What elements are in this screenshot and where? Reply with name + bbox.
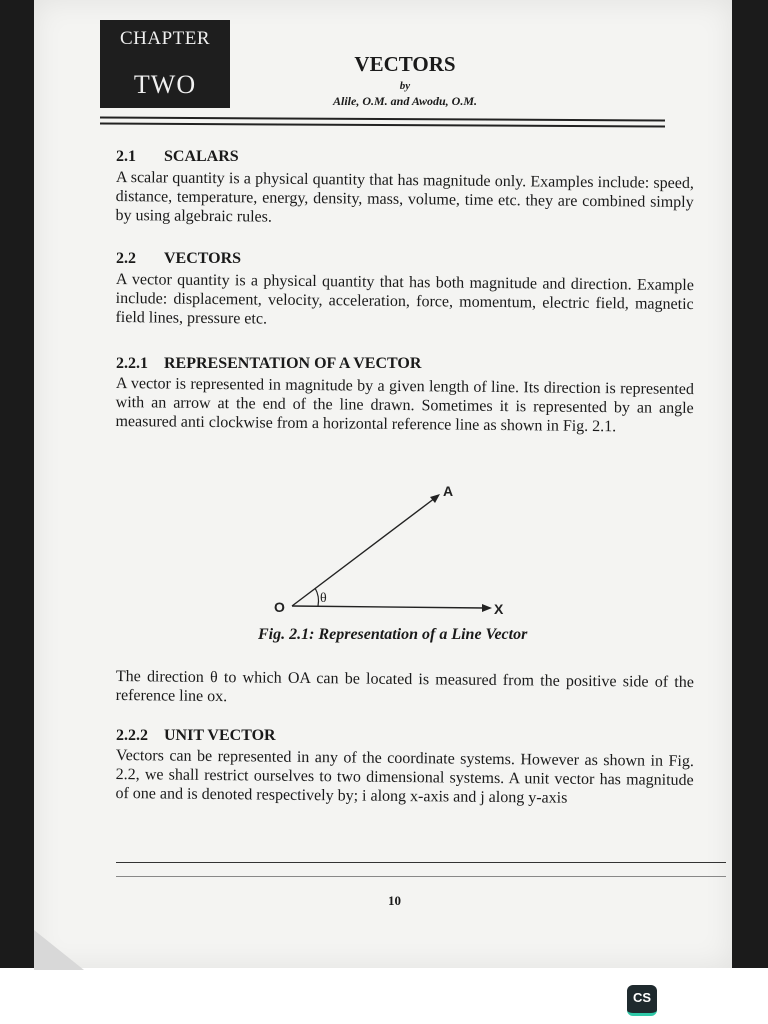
paragraph: The direction θ to which OA can be located is measured from the positive side of the reference line ox. <box>115 667 694 706</box>
section-title: VECTORS <box>164 250 242 267</box>
footer-rule <box>116 862 726 863</box>
direction-text <box>116 667 694 711</box>
chapter-box <box>100 20 230 108</box>
label-a: A <box>443 483 454 499</box>
byline-authors: Alile, O.M. and Awodu, O.M. <box>332 94 478 108</box>
section-heading-unit-vector <box>116 727 276 745</box>
section-text-vectors <box>115 270 694 333</box>
footer-rule-second <box>116 876 726 877</box>
section-heading-vectors <box>116 250 241 268</box>
paragraph: Vectors can be represented in any of the coordinate systems. However as shown in Fig. 2.2, we shall restrict ourselves to two dimensional systems. A unit vector has magnitude of one and is denoted respectively by; i along x-axis and j along y-axis <box>115 746 694 807</box>
section-text-unit-vector <box>115 746 694 809</box>
folded-page-corner <box>34 930 84 970</box>
scan-background-right <box>732 0 768 970</box>
section-heading-scalars <box>116 148 239 166</box>
section-number: 2.2 <box>116 250 136 267</box>
chapter-label: CHAPTER <box>119 28 211 49</box>
section-title: SCALARS <box>164 148 239 165</box>
camscanner-logo: CS <box>627 985 657 1016</box>
page-title: VECTORS <box>354 52 456 76</box>
angle-arc <box>315 588 318 606</box>
section-heading-representation <box>116 355 421 373</box>
vector-figure <box>270 478 510 618</box>
byline-by: by <box>399 80 411 92</box>
label-theta: θ <box>320 591 327 606</box>
section-number: 2.1 <box>116 148 136 165</box>
section-title: REPRESENTATION OF A VECTOR <box>164 355 422 372</box>
paragraph: A vector quantity is a physical quantity that has both magnitude and direction. Example include: displacement, velocity, acceleration, force, momentum, electric field, magnetic field lines, pressure etc. <box>115 270 694 328</box>
section-text-scalars <box>115 168 694 231</box>
section-number: 2.2.2 <box>116 727 148 744</box>
paragraph: A scalar quantity is a physical quantity that has magnitude only. Examples include: speed, distance, temperature, energy, density, mass, volume, time etc. they are combined simply by using algebraic rules. <box>115 168 694 226</box>
reference-line-ox <box>292 606 485 608</box>
section-number: 2.2.1 <box>116 355 148 372</box>
paragraph: A vector is represented in magnitude by a given length of line. Its direction is represented with an arrow at the end of the line drawn. Sometimes it is represented by an angle measured anti clockwise from a horizontal reference line as shown in Fig. 2.1. <box>115 374 694 436</box>
vector-line-oa <box>292 498 435 606</box>
label-o: O <box>274 599 285 615</box>
label-x: X <box>494 601 504 617</box>
scan-background-left <box>0 0 34 970</box>
figure-caption: Fig. 2.1: Representation of a Line Vector <box>258 626 528 643</box>
arrowhead-a <box>430 494 440 503</box>
arrowhead-x <box>482 604 492 612</box>
section-title: UNIT VECTOR <box>164 727 276 744</box>
chapter-number: TWO <box>133 70 197 99</box>
page-number: 10 <box>388 893 401 908</box>
section-text-representation <box>115 374 694 437</box>
